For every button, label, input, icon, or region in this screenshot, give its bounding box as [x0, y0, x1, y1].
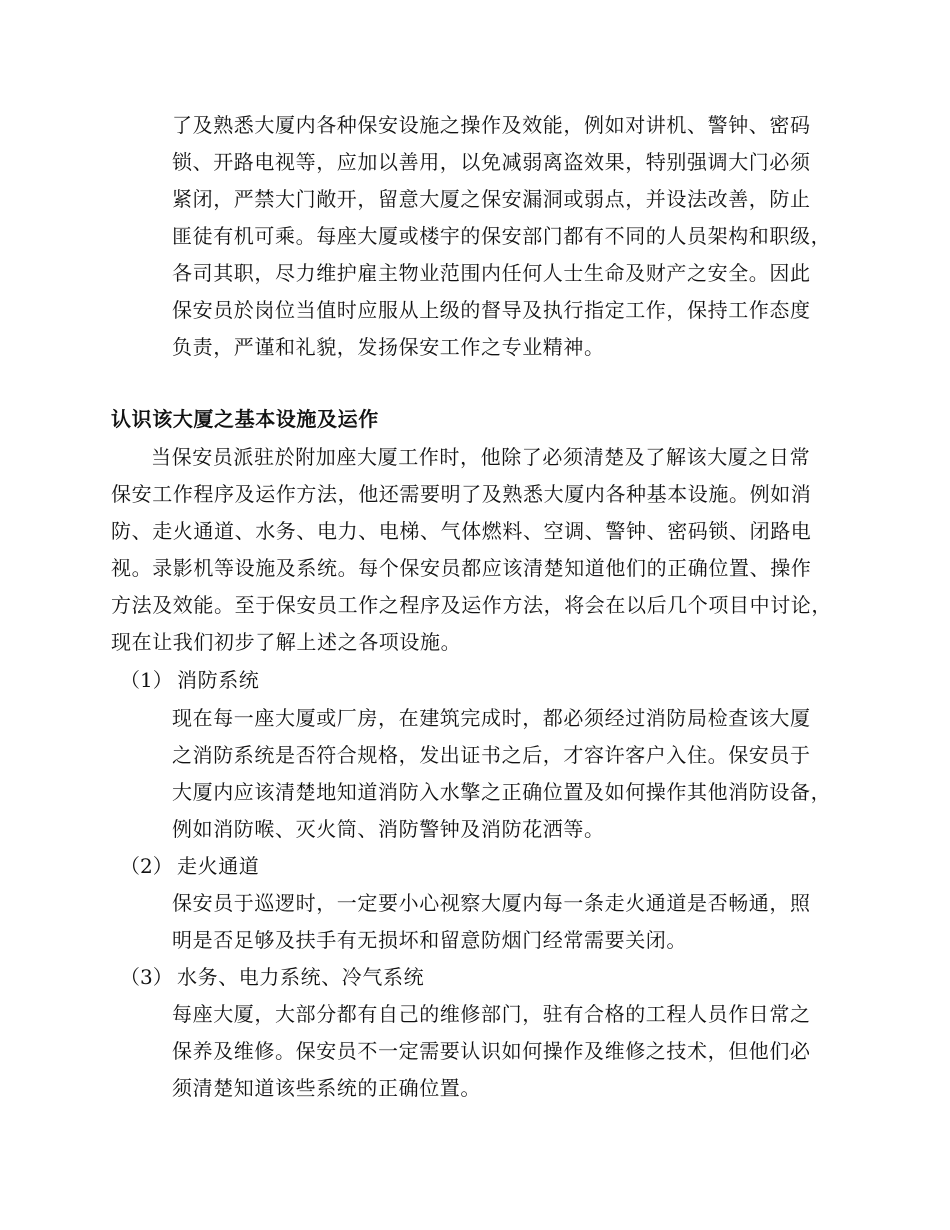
item-line: 例如消防喉、灭火筒、消防警钟及消防花洒等。 — [172, 817, 605, 841]
section-line: 方法及效能。至于保安员工作之程序及运作方法，将会在以后几个项目中讨论， — [111, 593, 832, 617]
section-line: 当保安员派驻於附加座大厦工作时，他除了必须清楚及了解该大厦之日常 — [151, 445, 811, 469]
intro-line: 了及熟悉大厦内各种保安设施之操作及效能，例如对讲机、警钟、密码 — [172, 113, 811, 137]
section-heading: 认识该大厦之基本设施及运作 — [111, 407, 379, 431]
item-line: 保安员于巡逻时，一定要小心视察大厦内每一条走火通道是否畅通，照 — [172, 891, 811, 915]
item-title: 走火通道 — [177, 854, 260, 878]
item-line: 之消防系统是否符合规格，发出证书之后，才容许客户入住。保安员于 — [172, 743, 811, 767]
item-number: （1） — [120, 668, 173, 692]
item-line: 现在每一座大厦或厂房，在建筑完成时，都必须经过消防局检查该大厦 — [172, 706, 811, 730]
item-number: （2） — [120, 854, 173, 878]
item-line: 明是否足够及扶手有无损坏和留意防烟门经常需要关闭。 — [172, 928, 687, 952]
item-line: 大厦内应该清楚地知道消防入水擎之正确位置及如何操作其他消防设备， — [172, 780, 832, 804]
section-line: 防、走火通道、水务、电力、电梯、气体燃料、空调、警钟、密码锁、闭路电 — [111, 519, 812, 543]
item-line: 保养及维修。保安员不一定需要认识如何操作及维修之技术，但他们必 — [172, 1039, 811, 1063]
intro-line: 保安员於岗位当值时应服从上级的督导及执行指定工作，保持工作态度 — [172, 298, 811, 322]
intro-line: 紧闭，严禁大门敞开，留意大厦之保安漏洞或弱点，并设法改善，防止 — [172, 187, 811, 211]
item-line: 每座大厦，大部分都有自己的维修部门，驻有合格的工程人员作日常之 — [172, 1002, 811, 1026]
intro-line: 各司其职，尽力维护雇主物业范围内任何人士生命及财产之安全。因此 — [172, 261, 811, 285]
section-line: 保安工作程序及运作方法，他还需要明了及熟悉大厦内各种基本设施。例如消 — [111, 482, 812, 506]
section-line: 视。录影机等设施及系统。每个保安员都应该清楚知道他们的正确位置、操作 — [111, 556, 812, 580]
section-line: 现在让我们初步了解上述之各项设施。 — [111, 630, 462, 654]
item-title: 水务、电力系统、冷气系统 — [177, 965, 425, 989]
item-line: 须清楚知道该些系统的正确位置。 — [172, 1076, 481, 1100]
intro-line: 负责，严谨和礼貌，发扬保安工作之专业精神。 — [172, 335, 605, 359]
item-title: 消防系统 — [177, 668, 260, 692]
intro-line: 匪徒有机可乘。每座大厦或楼宇的保安部门都有不同的人员架构和职级， — [172, 224, 832, 248]
intro-line: 锁、开路电视等，应加以善用，以免减弱离盗效果，特别强调大门必须 — [172, 150, 811, 174]
item-number: （3） — [120, 965, 173, 989]
